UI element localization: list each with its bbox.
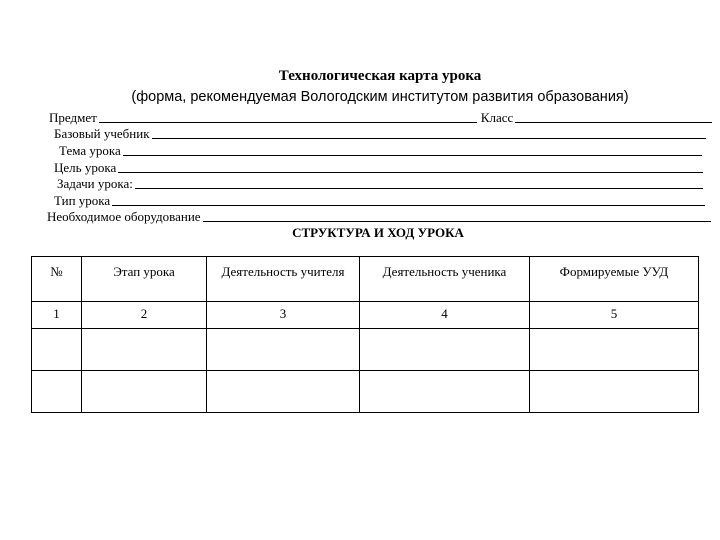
subject-label: Предмет: [49, 110, 97, 125]
class-label: Класс: [480, 110, 514, 125]
goal-field: [54, 160, 703, 175]
table-header-row: [32, 257, 699, 302]
textbook-field: [54, 126, 706, 141]
subject-blank-line[interactable]: [99, 110, 477, 123]
goal-blank-line[interactable]: [118, 160, 703, 173]
header-lesson-stage: Этап урока: [82, 257, 207, 302]
column-number: 2: [82, 302, 207, 329]
lesson-type-label: Тип урока: [54, 193, 111, 208]
table-cell[interactable]: [82, 329, 207, 371]
page-subtitle: (форма, рекомендуемая Вологодским институтом развития образования): [131, 89, 629, 105]
table-cell[interactable]: [207, 329, 360, 371]
table-cell[interactable]: [207, 371, 360, 413]
table-cell[interactable]: [360, 371, 530, 413]
table-cell[interactable]: [530, 371, 699, 413]
equipment-label: Необходимое оборудование: [47, 209, 201, 224]
table-cell[interactable]: [32, 329, 82, 371]
header-number: №: [32, 257, 82, 302]
column-number: 1: [32, 302, 82, 329]
table-cell[interactable]: [360, 329, 530, 371]
tasks-blank-line[interactable]: [135, 176, 703, 189]
topic-label: Тема урока: [59, 143, 121, 158]
topic-field: [59, 143, 702, 158]
table-row: [32, 329, 699, 371]
equipment-field: [47, 209, 711, 224]
header-teacher-activity: Деятельность учителя: [207, 257, 360, 302]
subject-field: [49, 110, 712, 125]
textbook-blank-line[interactable]: [152, 126, 706, 139]
lesson-type-field: [54, 193, 705, 208]
textbook-label: Базовый учебник: [54, 126, 150, 141]
section-title: СТРУКТУРА И ХОД УРОКА: [292, 225, 464, 240]
lesson-type-blank-line[interactable]: [112, 193, 705, 206]
header-uud: Формируемые УУД: [530, 257, 699, 302]
table-cell[interactable]: [32, 371, 82, 413]
tasks-label: Задачи урока:: [57, 176, 133, 191]
column-number: 5: [530, 302, 699, 329]
column-number: 4: [360, 302, 530, 329]
column-number: 3: [207, 302, 360, 329]
topic-blank-line[interactable]: [123, 143, 702, 156]
page-title: Технологическая карта урока: [278, 68, 482, 84]
table-cell[interactable]: [530, 329, 699, 371]
table-cell[interactable]: [82, 371, 207, 413]
goal-label: Цель урока: [54, 160, 117, 175]
equipment-blank-line[interactable]: [203, 209, 711, 222]
table-row: [32, 371, 699, 413]
lesson-structure-table: [31, 256, 699, 413]
column-number-row: [32, 302, 699, 329]
header-student-activity: Деятельность ученика: [360, 257, 530, 302]
class-blank-line[interactable]: [515, 110, 712, 123]
tasks-field: [57, 176, 703, 191]
